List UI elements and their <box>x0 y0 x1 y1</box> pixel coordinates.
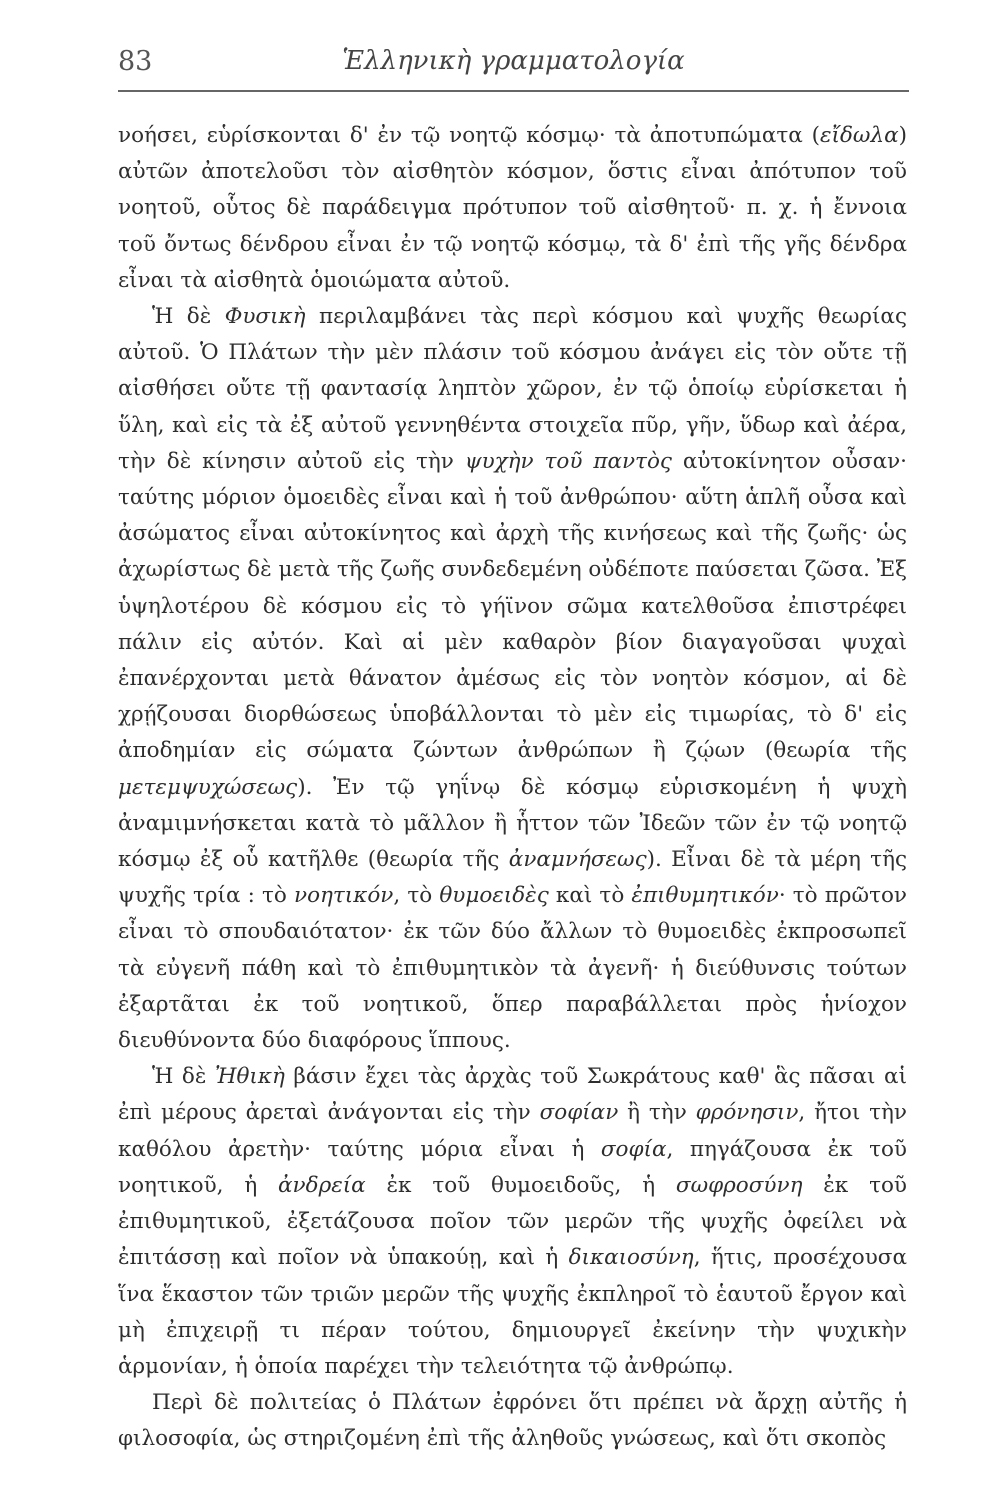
italic-term: νοητικόν <box>294 883 394 909</box>
text-run: Περὶ δὲ πολιτείας ὁ Πλάτων ἐφρόνει ὅτι πρέπει νὰ ἄρχῃ αὐτῆς ἡ φιλοσοφία, ὡς στηριζομένη ἐπὶ τῆς ἀληθοῦς γνώσεως, καὶ ὅτι σκοπὸς <box>118 1390 907 1452</box>
italic-term: μετεμψυχώσεως <box>118 774 298 800</box>
italic-term: ἐπιθυμητικόν <box>631 883 779 909</box>
text-run: περιλαμβάνει τὰς περὶ κόσμου καὶ ψυχῆς θεωρίας αὐτοῦ. Ὁ Πλάτων τὴν μὲν πλάσιν τοῦ κόσμου ἀνάγει εἰς τὸν οὔτε τῇ αἰσθήσει οὔτε τῇ φαντασίᾳ ληπτὸν χῶρον, ἐν τῷ ὁποίῳ εὑρίσκεται ἡ ὕλη, καὶ εἰς τὰ ἐξ αὐτοῦ γεννηθέντα στοιχεῖα πῦρ, γῆν, ὕδωρ καὶ ἀέρα, τὴν δὲ κίνησιν αὐτοῦ εἰς τὴν <box>118 304 907 474</box>
text-run: βάσιν ἔχει τὰς ἀρχὰς τοῦ Σωκράτους καθ' ἃς πᾶσαι αἱ ἐπὶ μέρους ἀρεταὶ ἀνάγονται εἰς τὴν <box>118 1064 908 1126</box>
text-run: ) αὐτῶν ἀποτελοῦσι τὸν αἰσθητὸν κόσμον, ὅστις εἶναι ἀπότυπον τοῦ νοητοῦ, οὗτος δὲ παράδειγμα πρότυπον τοῦ αἰσθητοῦ· π. χ. ἡ ἔννοια τοῦ ὄντως δένδρου εἶναι ἐν τῷ νοητῷ κόσμῳ, τὰ δ' ἐπὶ τῆς γῆς δένδρα εἶναι τὰ αἰσθητὰ ὁμοιώματα αὐτοῦ. <box>118 123 907 293</box>
paragraph <box>118 299 907 1059</box>
italic-term: φρόνησιν <box>695 1100 799 1126</box>
italic-term: ἀνδρεία <box>278 1172 366 1198</box>
italic-term: δικαιοσύνη <box>568 1245 694 1271</box>
text-run: , τὸ <box>393 883 440 909</box>
running-head <box>118 40 909 84</box>
italic-term: σοφίαν <box>539 1100 619 1126</box>
italic-term: ἀναμνήσεως <box>508 847 647 873</box>
text-run: ). Ἐν τῷ γηΐνῳ δὲ κόσμῳ εὑρισκομένη ἡ ψυχὴ ἀναμιμνήσκεται κατὰ τὸ μᾶλλον ἢ ἧττον τῶν Ἰδεῶν τῶν ἐν τῷ νοητῷ κόσμῳ ἐξ οὗ κατῆλθε (θεωρία τῆς <box>118 774 907 873</box>
text-run: ). Εἶναι δὲ τὰ μέρη τῆς ψυχῆς τρία : τὸ <box>118 847 907 909</box>
text-run: ἢ τὴν <box>618 1100 696 1126</box>
text-run: , πηγάζουσα ἐκ τοῦ νοητικοῦ, ἡ <box>118 1136 907 1198</box>
text-run: ἐκ τοῦ ἐπιθυμητικοῦ, ἐξετάζουσα ποῖον τῶν μερῶν τῆς ψυχῆς ὀφείλει νὰ ἐπιτάσσῃ καὶ ποῖον νὰ ὑπακούῃ, καὶ ἡ <box>118 1172 907 1271</box>
italic-term: θυμοειδὲς <box>439 883 549 909</box>
italic-term: Ἠθικὴ <box>215 1064 285 1090</box>
italic-term: σωφροσύνη <box>675 1172 803 1198</box>
page-number: 83 <box>118 46 153 77</box>
italic-term: εἴδωλα <box>820 123 899 148</box>
italic-term: σοφία <box>600 1136 667 1162</box>
text-run: · τὸ πρῶτον εἶναι τὸ σπουδαιότατον· ἐκ τῶν δύο ἄλλων τὸ θυμοειδὲς ἐκπροσωπεῖ τὰ εὐγενῆ πάθη καὶ τὸ ἐπιθυμητικὸν τὰ ἀγενῆ· ἡ διεύθυνσις τούτων ἐξαρτᾶται ἐκ τοῦ νοητικοῦ, ὅπερ παραβάλλεται πρὸς ἡνίοχον διευθύνοντα δύο διαφόρους ἵππους. <box>118 883 907 1054</box>
paragraph <box>118 1059 907 1385</box>
header-rule <box>118 90 909 92</box>
text-run: Ἡ δὲ <box>152 304 225 330</box>
body-text <box>118 118 907 1458</box>
text-run: αὐτοκίνητον οὖσαν· ταύτης μόριον ὁμοειδὲς εἶναι καὶ ἡ τοῦ ἀνθρώπου· αὕτη ἁπλῆ οὖσα καὶ ἀσώματος εἶναι αὐτοκίνητος καὶ ἀρχὴ τῆς κινήσεως καὶ τῆς ζωῆς· ὡς ἀχωρίστως δὲ μετὰ τῆς ζωῆς συνδεδεμένη οὐδέποτε παύσεται ζῶσα. Ἐξ ὑψηλοτέρου δὲ κόσμου εἰς τὸ γήϊνον σῶμα κατελθοῦσα ἐπιστρέφει πάλιν εἰς αὐτόν. Καὶ αἱ μὲν καθαρὸν βίον διαγαγοῦσαι ψυχαὶ ἐπανέρχονται μετὰ θάνατον ἀμέσως εἰς τὸν νοητὸν κόσμον, αἱ δὲ χρῄζουσαι διορθώσεως ὑποβάλλονται τὸ μὲν εἰς τιμωρίας, τὸ δ' εἰς ἀποδημίαν εἰς σώματα ζώντων ἀνθρώπων ἢ ζῴων (θεωρία τῆς <box>118 448 908 764</box>
italic-term: ψυχὴν τοῦ παντὸς <box>464 448 672 474</box>
text-run: νοήσει, εὑρίσκονται δ' ἐν τῷ νοητῷ κόσμῳ· τὰ ἀποτυπώματα ( <box>118 123 821 148</box>
text-run: ἐκ τοῦ θυμοειδοῦς, ἡ <box>365 1172 676 1198</box>
paragraph <box>118 1385 907 1457</box>
italic-term: Φυσικὴ <box>224 304 306 330</box>
text-run: , ἤτοι τὴν καθόλου ἀρετὴν· ταύτης μόρια εἶναι ἡ <box>118 1100 907 1162</box>
text-run: , ἥτις, προσέχουσα ἵνα ἕκαστον τῶν τριῶν μερῶν τῆς ψυχῆς ἐκπληροῖ τὸ ἑαυτοῦ ἔργον καὶ μὴ ἐπιχειρῇ τι πέραν τούτου, δημιουργεῖ ἐκείνην τὴν ψυχικὴν ἁρμονίαν, ἡ ὁποία παρέχει τὴν τελειότητα τῷ ἀνθρώπῳ. <box>118 1245 907 1379</box>
paragraph <box>118 118 907 299</box>
running-title: Ἑλληνικὴ γραμματολογία <box>342 46 685 76</box>
text-run: Ἡ δὲ <box>152 1064 216 1090</box>
text-run: καὶ τὸ <box>548 883 632 909</box>
